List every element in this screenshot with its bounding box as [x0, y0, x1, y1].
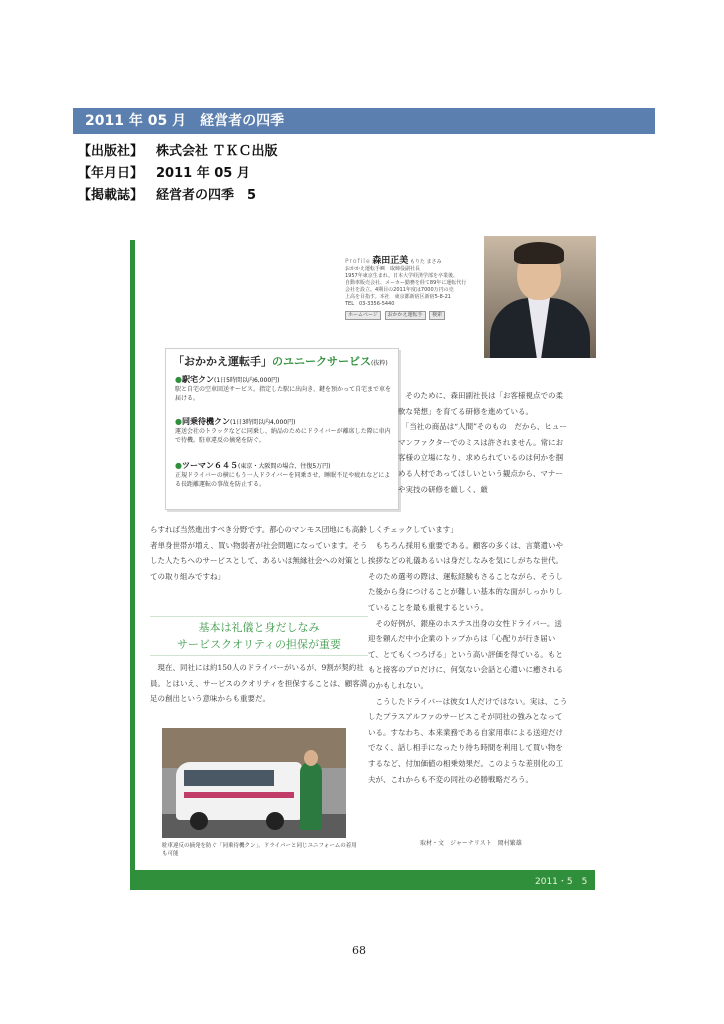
service-title-note: (抜粋) [371, 360, 388, 367]
meta-publisher [78, 140, 278, 159]
service-box-title [173, 353, 388, 369]
green-edge [130, 240, 135, 890]
profile-line: 会社を設立。4期目の2011年度は7000万円の売 [345, 287, 454, 293]
service-price: (東京・大阪間の場合、往復5万円) [237, 463, 331, 470]
homepage-button[interactable]: ホームページ [345, 311, 381, 320]
meta-magazine [78, 184, 256, 203]
article-column-right [368, 522, 568, 787]
profile-line: 上高を目指す。本社 東京都新宿区新宿5-8-21 [345, 294, 451, 300]
section-subhead [150, 614, 368, 658]
paragraph: その好例が、銀座のホステス出身の女性ドライバー。送迎を頼んだ中小企業のトップからは「心配りが行き届いて、とてもくつろげる」という高い評価を得ている。もともと接客のプロだけに、何気ない会話と心遣いに癒されるのかもしれない。 [368, 618, 563, 690]
paragraph: しくチェックしています」 [368, 525, 458, 534]
service-desc: 正規ドライバーの横にもう一人ドライバーを同乗させ、睡眠不足や疲れなどによる長距離運転の事故を防止する。 [175, 472, 391, 488]
paragraph: もちろん採用も重要である。顧客の多くは、言葉遣いや挨拶などの礼儀あるいは身だしなみを気にしがちな世代。そのため選考の際は、運転経験もさることながら、そうした後から身につけることが難しい基本的な面がしっかりしていることを最も重視するという。 [368, 540, 563, 612]
green-footer-band [130, 870, 595, 890]
bullet-icon: ● [175, 461, 182, 470]
article-column-left [150, 522, 368, 584]
search-keyword-field[interactable]: おかかえ運転手 [385, 311, 426, 320]
search-button[interactable]: 検索 [429, 311, 445, 320]
meta-value: 2011 年 05 月 [156, 166, 250, 181]
meta-key: 【年月日】 [78, 166, 144, 181]
service-title-left: 「おかかえ運転手」 [173, 355, 272, 368]
service-item [175, 417, 391, 445]
profile-line: 1957年東京生まれ。日本大学経済学部を卒業後、 [345, 273, 459, 279]
service-name: ツーマン６４５ [181, 461, 238, 470]
meta-value: 株式会社 ＴＫＣ出版 [156, 144, 278, 159]
header-banner: 2011 年 05 月 経営者の四季 [73, 108, 655, 134]
profile-line: 自動車販売会社、メーカー勤務を経て89年に運転代行 [345, 280, 467, 286]
article-column-right-top [398, 388, 568, 497]
profile-line: おかかえ運転手㈱ 取締役副社長 [345, 266, 421, 272]
bullet-icon: ● [175, 417, 182, 426]
bullet-icon: ● [175, 375, 182, 384]
subhead-line: 基本は礼儀と身だしなみ [198, 621, 320, 634]
paragraph: 「当社の商品は“人間”そのもの だから、ヒューマンファクターでのミスは許されません。常にお客様の立場になり、求められているのは何かを掴める人材であってほしいという観点から、マナーや実技の研修を厳しく、厳 [398, 422, 567, 494]
meta-value: 経営者の四季 5 [156, 188, 257, 203]
service-box [165, 348, 399, 510]
paragraph: こうしたドライバーは彼女1人だけではない。実は、こうしたプラスアルファのサービスこそが同社の強みとなっている。すなわち、本来業務である自家用車による送迎だけでなく、話し相手になったり待ち時間を利用して買い物をするなど、付加価値の相乗効果だ。このような差別化の工夫が、これからも不変の同社の必勝戦略だろう。 [368, 696, 568, 784]
service-item [175, 375, 391, 403]
profile-line: TEL 03-3356-5440 [345, 301, 395, 307]
service-price: (1日5時間以内6,000円) [213, 377, 280, 384]
portrait-photo [484, 236, 596, 358]
profile-name: 森田正美 [372, 256, 409, 266]
paragraph: そのために、森田副社長は「お客様視点での柔軟な発想」を育てる研修を進めている。 [398, 391, 563, 416]
paragraph: 現在、同社には約150人のドライバーがいるが、9割が契約社員。とはいえ、サービスのクオリティを担保することは、顧客満足の創出という意味からも重要だ。 [150, 663, 368, 704]
profile-label: Profile [345, 258, 371, 265]
service-item [175, 461, 391, 489]
profile-kana: もりた まさみ [409, 259, 442, 265]
page-number: 68 [352, 944, 366, 957]
van-photo [162, 728, 346, 838]
service-title-right: のユニークサービス [272, 355, 371, 368]
meta-key: 【掲載誌】 [78, 188, 144, 203]
article-column-left-lower [150, 660, 368, 707]
photo-caption: 駐車違反の摘発を防ぐ「同乗待機クン」。ドライバーと同じユニフォームの着用も可能 [162, 843, 357, 857]
meta-key: 【出版社】 [78, 144, 144, 159]
meta-date [78, 162, 250, 181]
subhead-line: サービスクオリティの担保が重要 [177, 638, 341, 651]
folio: 2011・5 5 [535, 877, 588, 887]
byline: 取材・文 ジャーナリスト 岡村繁雄 [420, 840, 522, 847]
service-price: (1日3時間以内4,000円) [229, 419, 296, 426]
service-desc: 運送会社のトラックなどに同乗し、納品のためにドライバーが離席した際に車内で待機。駐車違反の摘発を防ぐ。 [175, 428, 391, 444]
profile-block [345, 258, 480, 320]
service-name: 同乗待機クン [181, 417, 230, 426]
paragraph: らすれば当然進出すべき分野です。都心のマンモス団地にも高齢者単身世帯が増え、買い物弱者が社会問題になっています。そうした人たちへのサービスとして、あるいは無縁社会への対策としての取り組みですね」 [150, 525, 368, 581]
service-desc: 駅と自宅の空車回送サービス。指定した駅に出向き、鍵を預かって自宅まで車を届ける。 [175, 386, 391, 402]
service-name: 駅宅クン [181, 375, 214, 384]
